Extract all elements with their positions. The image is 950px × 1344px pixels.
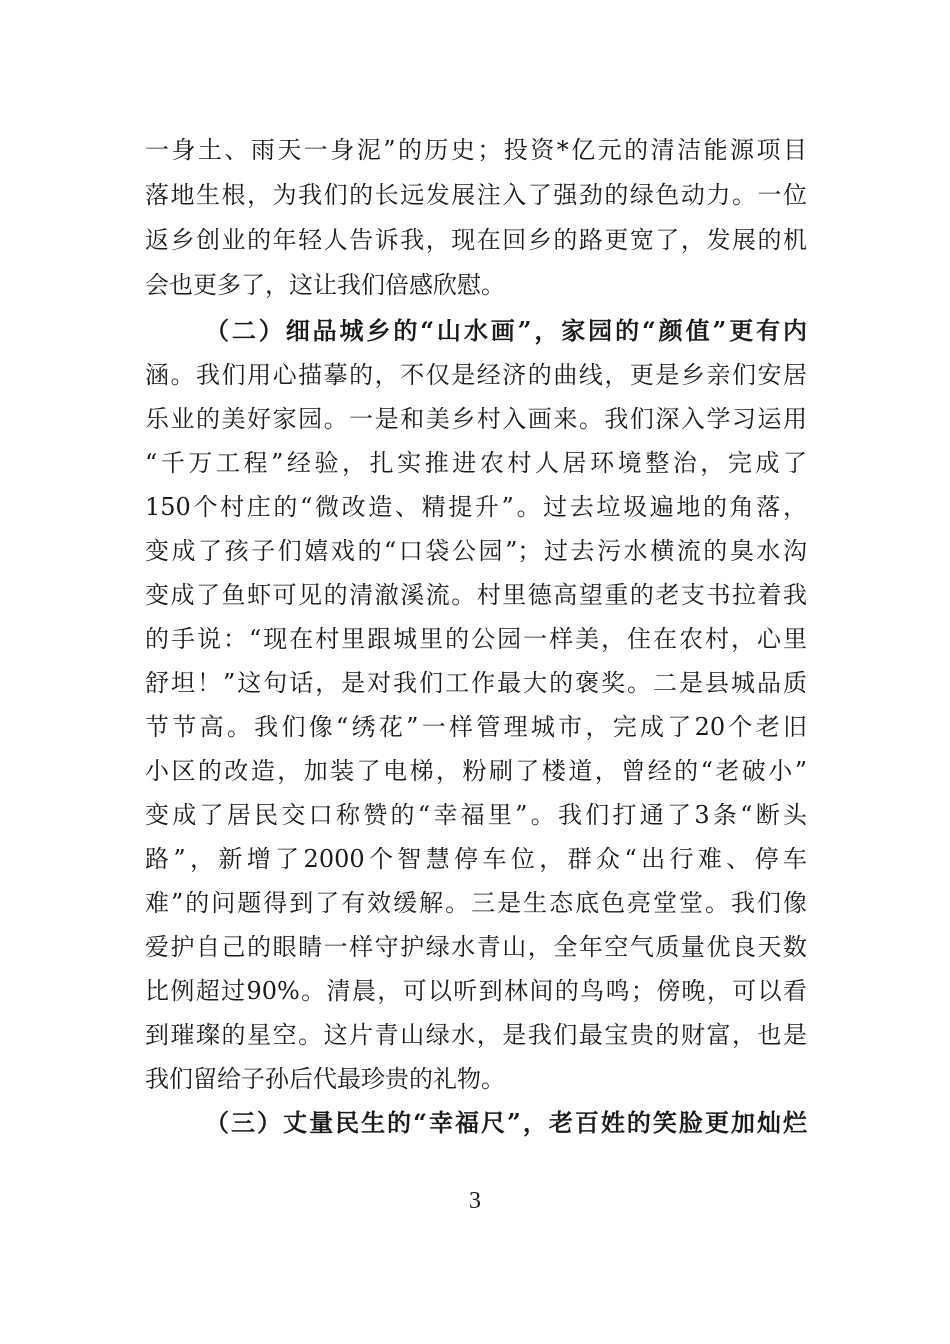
body-text-line: 涵。我们用心描摹的，不仅是经济的曲线，更是乡亲们安居 <box>145 361 807 389</box>
body-text-line: 变成了居民交口称赞的“幸福里”。我们打通了3条“断头 <box>145 801 807 829</box>
body-text-line: 会也更多了，这让我们倍感欣慰。 <box>145 271 505 299</box>
page-number: 3 <box>469 1188 481 1214</box>
body-text-line: 变成了孩子们嬉戏的“口袋公园”；过去污水横流的臭水沟 <box>145 537 807 565</box>
section-heading-3: （三）丈量民生的“幸福尺”，老百姓的笑脸更加灿烂 <box>205 1108 807 1137</box>
body-text-line: 小区的改造，加装了电梯，粉刷了楼道，曾经的“老破小” <box>145 757 807 785</box>
body-text-line: 比例超过90%。清晨，可以听到林间的鸟鸣；傍晚，可以看 <box>145 977 807 1005</box>
body-text-line: 落地生根，为我们的长远发展注入了强劲的绿色动力。一位 <box>145 181 807 209</box>
body-text-line: 舒坦！”这句话，是对我们工作最大的褒奖。二是县城品质 <box>145 669 807 697</box>
body-text-line: 路”，新增了2000个智慧停车位，群众“出行难、停车 <box>145 845 807 873</box>
body-text-line: 变成了鱼虾可见的清澈溪流。村里德高望重的老支书拉着我 <box>145 581 807 609</box>
body-text-line: 我们留给子孙后代最珍贵的礼物。 <box>145 1065 505 1093</box>
section-heading-2: （二）细品城乡的“山水画”，家园的“颜值”更有内 <box>205 316 807 345</box>
body-text-line: 一身土、雨天一身泥”的历史；投资*亿元的清洁能源项目 <box>145 136 807 164</box>
body-text-line: 150个村庄的“微改造、精提升”。过去垃圾遍地的角落， <box>145 493 807 521</box>
body-text-line: 难”的问题得到了有效缓解。三是生态底色亮堂堂。我们像 <box>145 889 807 917</box>
body-text-line: “千万工程”经验，扎实推进农村人居环境整治，完成了 <box>145 449 807 477</box>
body-text-line: 到璀璨的星空。这片青山绿水，是我们最宝贵的财富，也是 <box>145 1021 807 1049</box>
body-text-line: 乐业的美好家园。一是和美乡村入画来。我们深入学习运用 <box>145 405 807 433</box>
body-text-line: 节节高。我们像“绣花”一样管理城市，完成了20个老旧 <box>145 713 807 741</box>
body-text-line: 返乡创业的年轻人告诉我，现在回乡的路更宽了，发展的机 <box>145 226 807 254</box>
body-text-line: 的手说：“现在村里跟城里的公园一样美，住在农村，心里 <box>145 625 807 653</box>
body-text-line: 爱护自己的眼睛一样守护绿水青山，全年空气质量优良天数 <box>145 933 807 961</box>
